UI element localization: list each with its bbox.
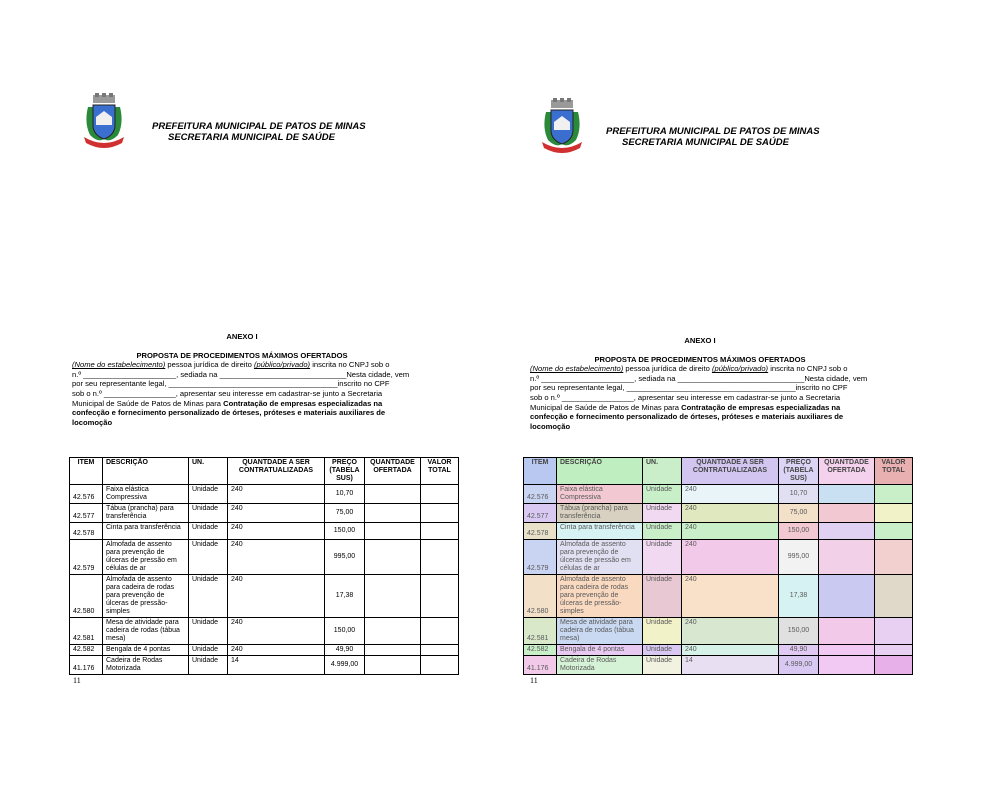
procedures-table bbox=[69, 457, 459, 675]
cell-description: Almofada de assento para prevenção de úlceras de pressão em células de ar bbox=[557, 540, 643, 575]
cell-item: 42.577 bbox=[524, 504, 557, 523]
cnpj-line: n.º ______________________, sediada na ______________________________Nesta cidade, vem bbox=[530, 373, 868, 383]
cell-item: 42.582 bbox=[524, 645, 557, 656]
text-fragment: pessoa jurídica de direito bbox=[165, 360, 254, 370]
cell-unit: Unidade bbox=[189, 575, 228, 618]
cell-quantity: 240 bbox=[682, 575, 779, 618]
cell-price: 75,00 bbox=[325, 504, 365, 523]
proposal-title: PROPOSTA DE PROCEDIMENTOS MÁXIMOS OFERTADOS bbox=[136, 350, 348, 360]
proposal-body bbox=[72, 332, 412, 427]
table-row bbox=[70, 504, 459, 523]
cell-quantity: 240 bbox=[682, 618, 779, 645]
cell-description: Almofada de assento para cadeira de rodas para prevenção de úlceras de pressão-simples bbox=[103, 575, 189, 618]
letterhead-line-1: PREFEITURA MUNICIPAL DE PATOS DE MINAS bbox=[152, 121, 366, 132]
table-row bbox=[524, 656, 913, 675]
cell-offered-quantity bbox=[819, 504, 875, 523]
cell-description: Bengala de 4 pontas bbox=[103, 645, 189, 656]
secretaria-line: Municipal de Saúde de Patos de Minas para bbox=[72, 398, 224, 408]
cell-offered-quantity bbox=[819, 645, 875, 656]
col-header-item: ITEM bbox=[524, 458, 557, 485]
cell-total-value bbox=[875, 540, 913, 575]
cell-description: Tábua (prancha) para transferência bbox=[557, 504, 643, 523]
cell-offered-quantity bbox=[365, 656, 421, 675]
cell-item: 42.581 bbox=[524, 618, 557, 645]
cell-unit: Unidade bbox=[189, 618, 228, 645]
table-row bbox=[524, 618, 913, 645]
cell-offered-quantity bbox=[365, 645, 421, 656]
text-fragment: pessoa jurídica de direito bbox=[623, 364, 712, 374]
representative-line: por seu representante legal, ________________________________________inscrito no CPF bbox=[530, 383, 848, 393]
text-fragment: inscrita no CNPJ sob o bbox=[310, 360, 390, 370]
cell-total-value bbox=[421, 485, 459, 504]
cell-total-value bbox=[875, 645, 913, 656]
cell-offered-quantity bbox=[819, 523, 875, 540]
annex-title: ANEXO I bbox=[684, 336, 716, 345]
table-header-row bbox=[70, 458, 459, 485]
table-row bbox=[524, 575, 913, 618]
cell-total-value bbox=[421, 618, 459, 645]
cell-quantity: 14 bbox=[228, 656, 325, 675]
cnpj-line: n.º ______________________, sediada na ______________________________Nesta cidade, vem bbox=[72, 369, 410, 379]
proposal-title: PROPOSTA DE PROCEDIMENTOS MÁXIMOS OFERTADOS bbox=[594, 354, 806, 364]
cell-quantity: 240 bbox=[682, 504, 779, 523]
table-row bbox=[524, 645, 913, 656]
cell-total-value bbox=[421, 540, 459, 575]
cell-description: Almofada de assento para prevenção de úlceras de pressão em células de ar bbox=[103, 540, 189, 575]
cell-item: 42.576 bbox=[524, 485, 557, 504]
col-header-unit: UN. bbox=[189, 458, 228, 485]
table-row bbox=[524, 523, 913, 540]
cell-offered-quantity bbox=[819, 540, 875, 575]
cell-description: Faixa elástica Compressiva bbox=[557, 485, 643, 504]
cell-total-value bbox=[421, 656, 459, 675]
letterhead-line-2: SECRETARIA MUNICIPAL DE SAÚDE bbox=[168, 132, 335, 143]
contract-object: Contratação de empresas especializadas na confecção e fornecimento personalizado de órteses, próteses e materiais auxiliares de locomoção bbox=[530, 402, 844, 431]
cell-price: 4.999,00 bbox=[779, 656, 819, 675]
cell-total-value bbox=[875, 575, 913, 618]
establishment-name-field: (Nome do estabelecimento) bbox=[530, 364, 624, 374]
cell-unit: Unidade bbox=[643, 656, 682, 675]
cell-quantity: 240 bbox=[228, 485, 325, 504]
cell-price: 17,38 bbox=[779, 575, 819, 618]
cell-price: 150,00 bbox=[779, 618, 819, 645]
table-row bbox=[70, 523, 459, 540]
cell-unit: Unidade bbox=[643, 645, 682, 656]
cell-description: Faixa elástica Compressiva bbox=[103, 485, 189, 504]
col-header-description: DESCRIÇÃO bbox=[103, 458, 189, 485]
proposal-body bbox=[530, 336, 870, 431]
col-header-quantity: QUANTDADE A SER CONTRATUALIZADAS bbox=[682, 458, 779, 485]
cell-unit: Unidade bbox=[643, 618, 682, 645]
cell-price: 150,00 bbox=[325, 523, 365, 540]
table-row bbox=[70, 540, 459, 575]
cell-item: 41.176 bbox=[524, 656, 557, 675]
cell-offered-quantity bbox=[365, 504, 421, 523]
cell-total-value bbox=[875, 523, 913, 540]
cell-item: 42.580 bbox=[70, 575, 103, 618]
cell-unit: Unidade bbox=[643, 485, 682, 504]
table-row bbox=[70, 656, 459, 675]
cell-total-value bbox=[421, 523, 459, 540]
col-header-price: PREÇO (TABELA SUS) bbox=[779, 458, 819, 485]
cell-quantity: 240 bbox=[228, 645, 325, 656]
cell-total-value bbox=[875, 504, 913, 523]
col-header-offered: QUANTDADE OFERTADA bbox=[365, 458, 421, 485]
cell-quantity: 14 bbox=[682, 656, 779, 675]
cell-offered-quantity bbox=[819, 618, 875, 645]
cell-price: 4.999,00 bbox=[325, 656, 365, 675]
cell-description: Almofada de assento para cadeira de rodas para prevenção de úlceras de pressão-simples bbox=[557, 575, 643, 618]
cell-offered-quantity bbox=[365, 485, 421, 504]
table-row bbox=[70, 485, 459, 504]
col-header-total: VALOR TOTAL bbox=[421, 458, 459, 485]
cell-price: 10,70 bbox=[325, 485, 365, 504]
establishment-name-field: (Nome do estabelecimento) bbox=[72, 360, 166, 370]
cell-quantity: 240 bbox=[228, 540, 325, 575]
cell-quantity: 240 bbox=[682, 645, 779, 656]
cell-price: 75,00 bbox=[779, 504, 819, 523]
cell-price: 150,00 bbox=[325, 618, 365, 645]
letterhead bbox=[152, 121, 366, 143]
cell-quantity: 240 bbox=[682, 540, 779, 575]
cell-quantity: 240 bbox=[228, 504, 325, 523]
cell-description: Cadeira de Rodas Motorizada bbox=[103, 656, 189, 675]
cell-item: 42.576 bbox=[70, 485, 103, 504]
cell-item: 42.579 bbox=[70, 540, 103, 575]
cell-item: 42.579 bbox=[524, 540, 557, 575]
cell-total-value bbox=[875, 618, 913, 645]
cell-description: Cinta para transferência bbox=[103, 523, 189, 540]
cell-description: Cadeira de Rodas Motorizada bbox=[557, 656, 643, 675]
cell-quantity: 240 bbox=[228, 523, 325, 540]
cell-item: 42.578 bbox=[524, 523, 557, 540]
secretaria-line: Municipal de Saúde de Patos de Minas para bbox=[530, 402, 682, 412]
cell-item: 42.581 bbox=[70, 618, 103, 645]
cell-description: Cinta para transferência bbox=[557, 523, 643, 540]
table-row bbox=[70, 645, 459, 656]
table-row bbox=[524, 485, 913, 504]
text-fragment: inscrita no CNPJ sob o bbox=[768, 364, 848, 374]
proposal-text bbox=[530, 364, 870, 431]
cell-price: 49,90 bbox=[325, 645, 365, 656]
municipal-crest-icon bbox=[80, 93, 128, 151]
cell-item: 42.582 bbox=[70, 645, 103, 656]
cell-offered-quantity bbox=[819, 656, 875, 675]
cell-total-value bbox=[421, 575, 459, 618]
cell-unit: Unidade bbox=[189, 485, 228, 504]
cell-unit: Unidade bbox=[643, 540, 682, 575]
cell-item: 41.176 bbox=[70, 656, 103, 675]
cell-description: Mesa de atividade para cadeira de rodas (tábua mesa) bbox=[103, 618, 189, 645]
cell-offered-quantity bbox=[365, 523, 421, 540]
col-header-unit: UN. bbox=[643, 458, 682, 485]
table-header-row bbox=[524, 458, 913, 485]
cell-offered-quantity bbox=[365, 618, 421, 645]
cell-price: 17,38 bbox=[325, 575, 365, 618]
cell-price: 995,00 bbox=[779, 540, 819, 575]
document-page-original bbox=[0, 0, 494, 790]
cell-unit: Unidade bbox=[189, 656, 228, 675]
cell-unit: Unidade bbox=[189, 645, 228, 656]
col-header-item: ITEM bbox=[70, 458, 103, 485]
table-row bbox=[524, 540, 913, 575]
cell-description: Mesa de atividade para cadeira de rodas (tábua mesa) bbox=[557, 618, 643, 645]
cell-description: Tábua (prancha) para transferência bbox=[103, 504, 189, 523]
cell-price: 49,90 bbox=[779, 645, 819, 656]
table-row bbox=[524, 504, 913, 523]
cell-unit: Unidade bbox=[643, 523, 682, 540]
legal-type-field: (público/privado) bbox=[253, 360, 311, 370]
cell-unit: Unidade bbox=[189, 540, 228, 575]
cell-unit: Unidade bbox=[643, 504, 682, 523]
cell-price: 995,00 bbox=[325, 540, 365, 575]
table-row bbox=[70, 575, 459, 618]
cell-unit: Unidade bbox=[643, 575, 682, 618]
cell-offered-quantity bbox=[819, 485, 875, 504]
legal-type-field: (público/privado) bbox=[711, 364, 769, 374]
cell-offered-quantity bbox=[819, 575, 875, 618]
cell-item: 42.578 bbox=[70, 523, 103, 540]
col-header-price: PREÇO (TABELA SUS) bbox=[325, 458, 365, 485]
representative-line: por seu representante legal, ________________________________________inscrito no CPF bbox=[72, 379, 390, 389]
letterhead-line-2: SECRETARIA MUNICIPAL DE SAÚDE bbox=[622, 137, 789, 148]
cell-total-value bbox=[421, 504, 459, 523]
letterhead bbox=[606, 126, 820, 148]
cell-item: 42.580 bbox=[524, 575, 557, 618]
letterhead-line-1: PREFEITURA MUNICIPAL DE PATOS DE MINAS bbox=[606, 126, 820, 137]
cell-price: 10,70 bbox=[779, 485, 819, 504]
cell-total-value bbox=[421, 645, 459, 656]
table-row bbox=[70, 618, 459, 645]
cell-item: 42.577 bbox=[70, 504, 103, 523]
cell-quantity: 240 bbox=[228, 575, 325, 618]
cell-price: 150,00 bbox=[779, 523, 819, 540]
cpf-line: sob o n.º _________________, apresentar seu interesse em cadastrar-se junto a Secretaria bbox=[72, 388, 383, 398]
cell-offered-quantity bbox=[365, 575, 421, 618]
col-header-description: DESCRIÇÃO bbox=[557, 458, 643, 485]
cell-quantity: 240 bbox=[228, 618, 325, 645]
col-header-offered: QUANTDADE OFERTADA bbox=[819, 458, 875, 485]
cell-unit: Unidade bbox=[189, 504, 228, 523]
col-header-total: VALOR TOTAL bbox=[875, 458, 913, 485]
proposal-text bbox=[72, 360, 412, 427]
cell-description: Bengala de 4 pontas bbox=[557, 645, 643, 656]
procedures-table-highlighted bbox=[523, 457, 913, 675]
cpf-line: sob o n.º _________________, apresentar seu interesse em cadastrar-se junto a Secretaria bbox=[530, 392, 841, 402]
col-header-quantity: QUANTDADE A SER CONTRATUALIZADAS bbox=[228, 458, 325, 485]
cell-quantity: 240 bbox=[682, 523, 779, 540]
cell-offered-quantity bbox=[365, 540, 421, 575]
contract-object: Contratação de empresas especializadas na confecção e fornecimento personalizado de órteses, próteses e materiais auxiliares de locomoção bbox=[72, 398, 386, 427]
document-page-highlighted bbox=[494, 0, 988, 790]
page-number: 11 bbox=[73, 676, 81, 685]
cell-total-value bbox=[875, 485, 913, 504]
cell-total-value bbox=[875, 656, 913, 675]
annex-title: ANEXO I bbox=[226, 332, 258, 341]
cell-quantity: 240 bbox=[682, 485, 779, 504]
page-number: 11 bbox=[530, 676, 538, 685]
cell-unit: Unidade bbox=[189, 523, 228, 540]
municipal-crest-icon bbox=[538, 98, 586, 156]
